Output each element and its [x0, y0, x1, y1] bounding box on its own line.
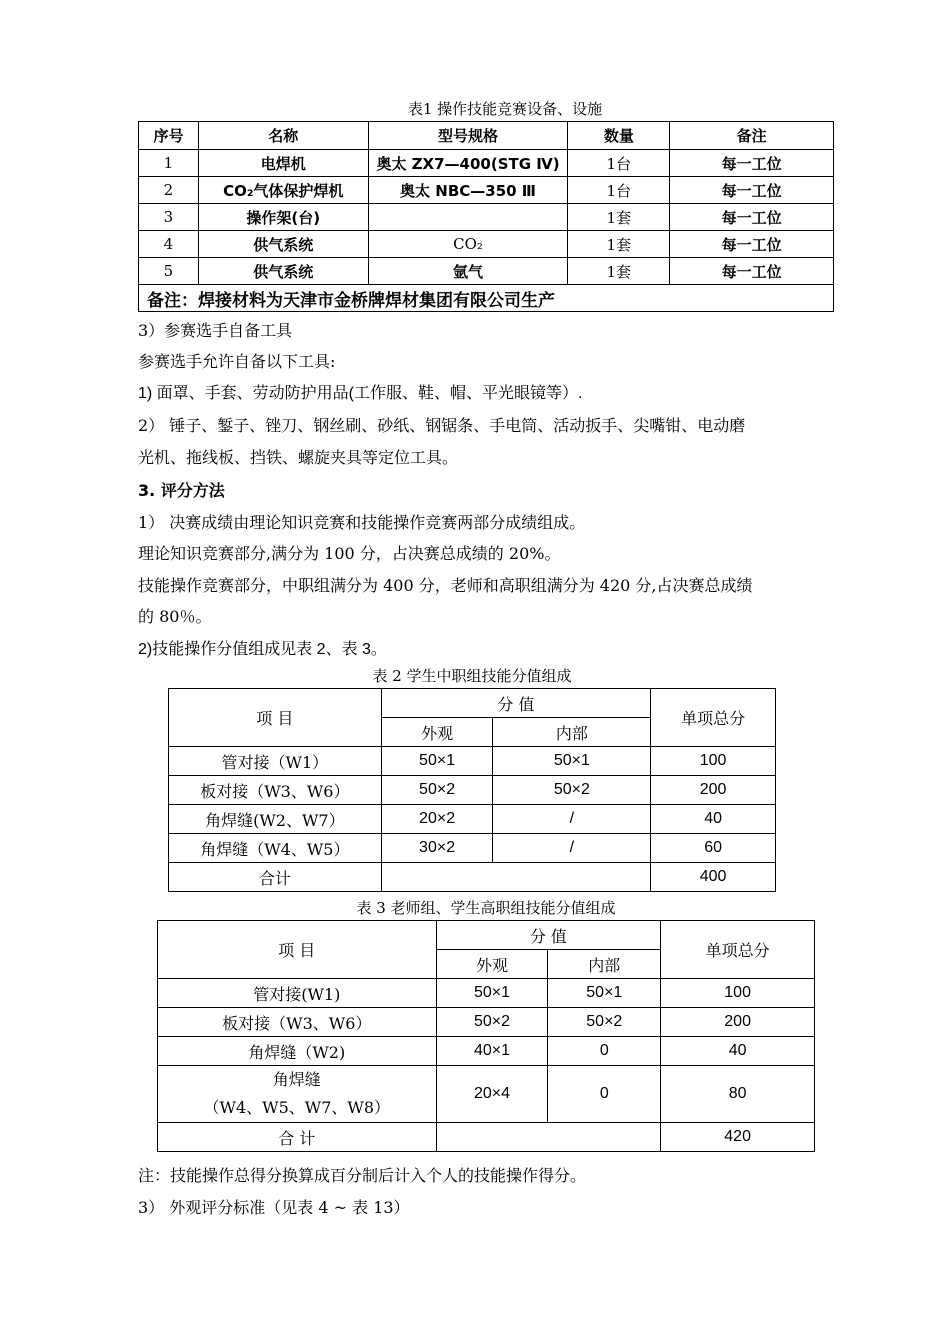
- table-cell: 每一工位: [670, 258, 834, 285]
- cell-line: （W4、W5、W7、W8）: [203, 1098, 391, 1117]
- score-table-higher: [157, 920, 815, 1152]
- score-table-secondary: [168, 688, 776, 892]
- table-cell: 奥太 ZX7—400(STG Ⅳ): [368, 150, 568, 177]
- table-cell: 板对接（W3、W6）: [158, 1008, 437, 1037]
- table-cell: 420: [661, 1123, 815, 1152]
- table-cell: 1: [139, 150, 199, 177]
- table-cell: 50×2: [436, 1008, 548, 1037]
- table-cell: 电焊机: [198, 150, 368, 177]
- header-cell: 名称: [198, 122, 368, 150]
- table-cell: 80: [661, 1066, 815, 1123]
- table-row: [139, 231, 834, 258]
- table-row: [139, 150, 834, 177]
- header-cell: 型号规格: [368, 122, 568, 150]
- table-row: [158, 1008, 815, 1037]
- scoring-para-4: 2)技能操作分值组成见表 2、表 3。: [138, 641, 387, 658]
- table-cell: 每一工位: [670, 204, 834, 231]
- table-cell: 角焊缝(W2、W7）: [169, 805, 382, 834]
- scoring-para-2: 理论知识竞赛部分,满分为 100 分，占决赛总成绩的 20%。: [138, 544, 561, 563]
- table3-caption: 表 3 老师组、学生高职组技能分值组成: [356, 899, 616, 917]
- table-cell: 50×1: [436, 979, 548, 1008]
- table-row: [169, 834, 776, 863]
- table-cell: 200: [661, 1008, 815, 1037]
- table-cell: 4: [139, 231, 199, 258]
- header-cell: 备注: [670, 122, 834, 150]
- table-cell: CO₂: [368, 231, 568, 258]
- table-cell: 100: [651, 747, 776, 776]
- table-cell: /: [493, 805, 651, 834]
- table-cell: 50×2: [493, 776, 651, 805]
- table-cell: 1台: [568, 150, 670, 177]
- table-cell: 20×2: [381, 805, 493, 834]
- table-note-row: [139, 285, 834, 312]
- header-cell: 分 值: [436, 921, 661, 950]
- table-cell: 管对接(W1): [158, 979, 437, 1008]
- table-row: [169, 776, 776, 805]
- table-cell: [381, 863, 651, 892]
- self-tools-item-2-line1: 2） 锤子、錾子、锉刀、钢丝刷、砂纸、钢锯条、手电筒、活动扳手、尖嘴钳、电动磨: [138, 416, 746, 435]
- table-header-row: [139, 122, 834, 150]
- scoring-para-3-line1: 技能操作竞赛部分，中职组满分为 400 分，老师和高职组满分为 420 分,占决赛总成绩: [138, 576, 753, 595]
- table-cell: 板对接（W3、W6）: [169, 776, 382, 805]
- table-cell: 管对接（W1）: [169, 747, 382, 776]
- table-row: [158, 1066, 815, 1123]
- table-row: [139, 177, 834, 204]
- table-cell: 5: [139, 258, 199, 285]
- table-cell: 每一工位: [670, 231, 834, 258]
- table-cell: 每一工位: [670, 177, 834, 204]
- table-cell: 供气系统: [198, 231, 368, 258]
- table-cell: 100: [661, 979, 815, 1008]
- self-tools-item-1: 1) 面罩、手套、劳动防护用品(工作服、鞋、帽、平光眼镜等）.: [138, 385, 583, 402]
- table-row: [169, 747, 776, 776]
- header-cell: 数量: [568, 122, 670, 150]
- table-row: [139, 204, 834, 231]
- table-cell: [158, 1066, 437, 1123]
- table-cell: 氩气: [368, 258, 568, 285]
- table-cell: 50×1: [548, 979, 661, 1008]
- equipment-table: [138, 121, 834, 312]
- footer-note: 注：技能操作总得分换算成百分制后计入个人的技能操作得分。: [138, 1166, 587, 1185]
- cell-line: 角焊缝: [272, 1070, 321, 1089]
- table-cell: 40: [651, 805, 776, 834]
- section-heading-scoring: 3. 评分方法: [138, 481, 225, 500]
- header-cell: 外观: [436, 950, 548, 979]
- table-cell: 50×2: [548, 1008, 661, 1037]
- table-cell: CO₂气体保护焊机: [198, 177, 368, 204]
- table-sum-row: [169, 863, 776, 892]
- table-cell: 操作架(台): [198, 204, 368, 231]
- table2-caption: 表 2 学生中职组技能分值组成: [372, 667, 572, 685]
- header-cell: 内部: [493, 718, 651, 747]
- table-cell: 2: [139, 177, 199, 204]
- self-tools-item-2-line2: 光机、拖线板、挡铁、螺旋夹具等定位工具。: [138, 448, 459, 467]
- table-cell: 角焊缝（W4、W5）: [169, 834, 382, 863]
- table-row: [158, 979, 815, 1008]
- table-row: [169, 805, 776, 834]
- table-cell: [436, 1123, 661, 1152]
- table-header-row: [169, 689, 776, 718]
- table-cell: 50×1: [493, 747, 651, 776]
- table-cell: [368, 204, 568, 231]
- table-cell: 角焊缝（W2): [158, 1037, 437, 1066]
- table-cell: 40×1: [436, 1037, 548, 1066]
- table-sum-row: [158, 1123, 815, 1152]
- table-cell: 1台: [568, 177, 670, 204]
- header-cell: 单项总分: [661, 921, 815, 979]
- table-cell: 每一工位: [670, 150, 834, 177]
- header-cell: 单项总分: [651, 689, 776, 747]
- table-row: [139, 258, 834, 285]
- header-cell: 项 目: [158, 921, 437, 979]
- table-cell: 合 计: [158, 1123, 437, 1152]
- table-cell: 400: [651, 863, 776, 892]
- self-tools-intro: 参赛选手允许自备以下工具:: [138, 352, 336, 371]
- header-cell: 分 值: [381, 689, 651, 718]
- table-cell: 3: [139, 204, 199, 231]
- table-cell: 0: [548, 1037, 661, 1066]
- table-cell: 50×1: [381, 747, 493, 776]
- table-cell: 50×2: [381, 776, 493, 805]
- table-cell: 30×2: [381, 834, 493, 863]
- header-cell: 项 目: [169, 689, 382, 747]
- table-cell: 40: [661, 1037, 815, 1066]
- header-cell: 序号: [139, 122, 199, 150]
- table-cell: /: [493, 834, 651, 863]
- appearance-scoring-heading: 3） 外观评分标准（见表 4 ~ 表 13）: [138, 1198, 410, 1217]
- scoring-para-3-line2: 的 80％。: [138, 607, 212, 626]
- table-cell: 60: [651, 834, 776, 863]
- table-cell: 供气系统: [198, 258, 368, 285]
- table-cell: 奥太 NBC—350 Ⅲ: [368, 177, 568, 204]
- header-cell: 外观: [381, 718, 493, 747]
- self-tools-heading: 3）参赛选手自备工具: [138, 321, 293, 340]
- table1-caption: 表1 操作技能竞赛设备、设施: [407, 100, 603, 118]
- table-cell: 0: [548, 1066, 661, 1123]
- table-note: 备注：焊接材料为天津市金桥牌焊材集团有限公司生产: [139, 285, 834, 312]
- header-cell: 内部: [548, 950, 661, 979]
- table-cell: 1套: [568, 204, 670, 231]
- table-cell: 合计: [169, 863, 382, 892]
- table-cell: 1套: [568, 231, 670, 258]
- table-header-row: [158, 921, 815, 950]
- scoring-para-1: 1） 决赛成绩由理论知识竞赛和技能操作竞赛两部分成绩组成。: [138, 513, 586, 532]
- table-cell: 20×4: [436, 1066, 548, 1123]
- table-cell: 200: [651, 776, 776, 805]
- table-row: [158, 1037, 815, 1066]
- table-cell: 1套: [568, 258, 670, 285]
